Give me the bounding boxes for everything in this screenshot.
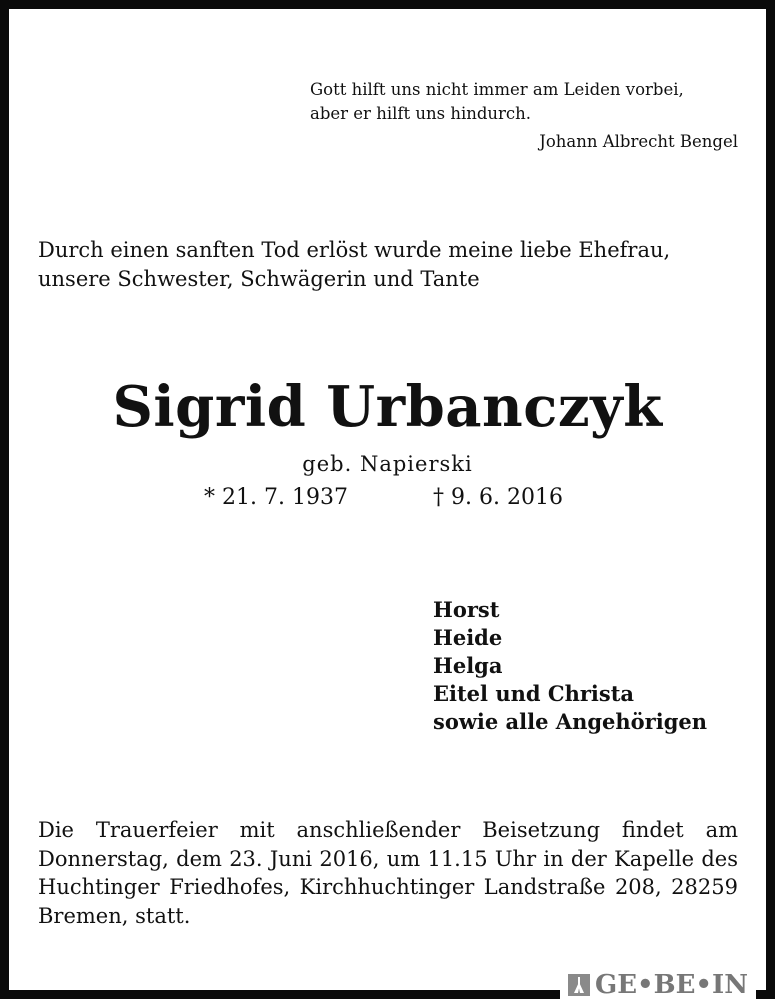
mourner: Heide [433,625,503,650]
mourner: Eitel und Christa [433,681,635,706]
logo-mark-icon [568,974,590,996]
intro-text [38,236,738,294]
quote-block [310,78,738,154]
mourner: sowie alle Angehörigen [433,709,708,734]
mourner: Helga [433,653,503,678]
mourners-list [433,596,707,736]
quote-author: Johann Albrecht Bengel [539,132,738,151]
gebein-logo [560,970,756,1000]
birth-name: geb. Napierski [302,452,473,476]
quote-line: aber er hilft uns hindurch. [310,104,532,123]
quote-line: Gott hilft uns nicht immer am Leiden vorbei, [310,80,684,99]
intro-line: Durch einen sanften Tod erlöst wurde meine liebe Ehefrau, [38,238,671,262]
funeral-details: Die Trauerfeier mit anschließender Beisetzung findet am Donnerstag, dem 23. Juni 2016, um 11.15 Uhr in der Kapelle des Huchtinger Friedhofes, Kirchhuchtinger Landstraße 208, 28259 Bremen, statt. [38,818,738,928]
intro-line: unsere Schwester, Schwägerin und Tante [38,267,480,291]
death-date: † 9. 6. 2016 [433,485,563,510]
deceased-name: Sigrid Urbanczyk [112,374,663,440]
logo-text: GE•BE•IN [595,970,748,1000]
birth-date: * 21. 7. 1937 [204,485,348,510]
mourner: Horst [433,597,500,622]
